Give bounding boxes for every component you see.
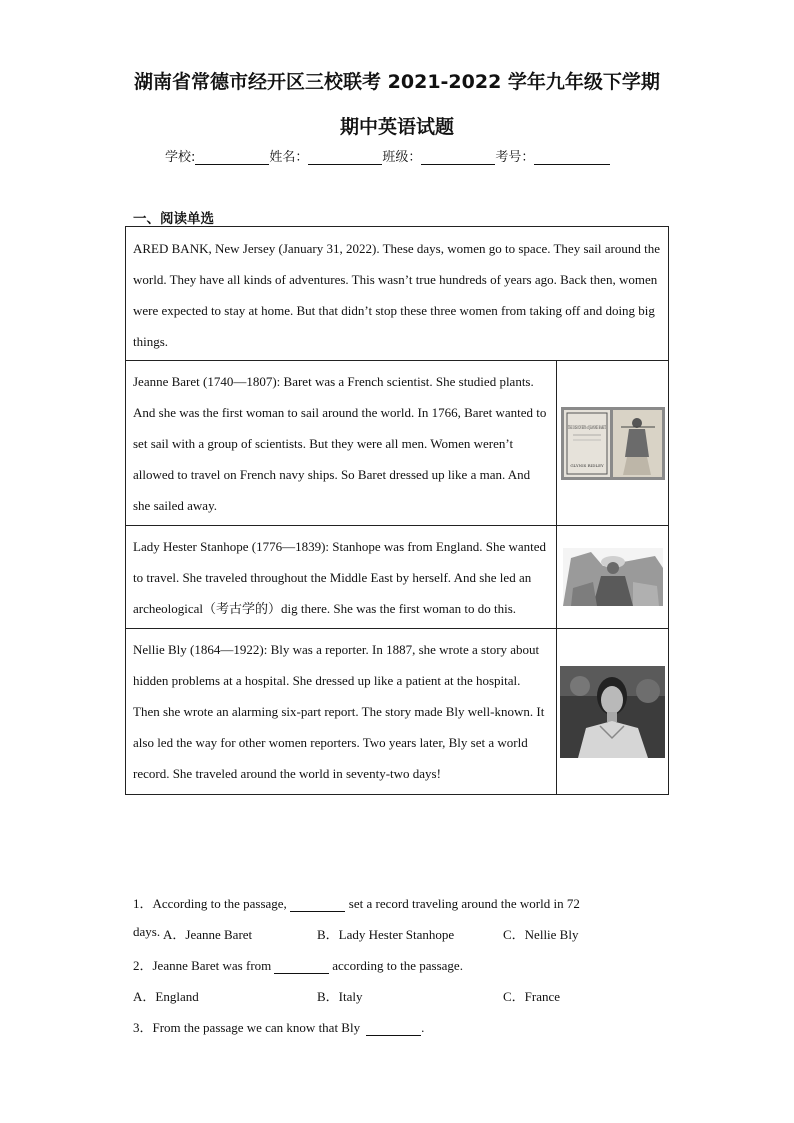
name-blank[interactable] bbox=[308, 151, 382, 165]
q1-option-c[interactable]: C．Nellie Bly bbox=[503, 927, 579, 942]
q2-stem-before: 2．Jeanne Baret was from bbox=[133, 958, 272, 973]
bly-image-cell bbox=[557, 629, 669, 795]
stanhope-text: Lady Hester Stanhope (1776—1839): Stanhope was from England. She wanted to travel. She traveled throughout the Middle East by herself. And she led an archeological（考古学的）dig there. She was the first woman to do this. bbox=[126, 526, 557, 629]
school-blank[interactable] bbox=[195, 151, 269, 165]
class-label: 班级： bbox=[382, 150, 422, 165]
baret-text: Jeanne Baret (1740—1807): Baret was a French scientist. She studied plants. And she was the first woman to sail around the world. In 1766, Baret wanted to set sail with a group of scientists. But they were all men. Women weren’t allowed to travel on French navy ships. So Baret dressed up like a man. And she sailed away. bbox=[126, 361, 557, 526]
q2-option-a[interactable]: A．England bbox=[133, 989, 199, 1004]
q3-stem-before: 3．From the passage we can know that Bly bbox=[133, 1020, 361, 1035]
student-info-row bbox=[165, 146, 610, 165]
q1-blank[interactable] bbox=[290, 899, 345, 912]
q2-stem-after: according to the passage. bbox=[332, 958, 463, 973]
passage-intro: ARED BANK, New Jersey (January 31, 2022). These days, women go to space. They sail around the world. They have all kinds of adventures. This wasn’t true hundreds of years ago. Back then, women were expected to stay at home. But that didn’t stop these three women from taking off and doing big things. bbox=[126, 227, 669, 361]
question-2 bbox=[133, 955, 463, 974]
passage-row-bly bbox=[126, 629, 669, 795]
stanhope-image-cell bbox=[557, 526, 669, 629]
question-1 bbox=[133, 893, 580, 912]
baret-book-author: GLYNIS RIDLEY bbox=[569, 462, 604, 468]
q2-option-b[interactable]: B．Italy bbox=[317, 989, 363, 1004]
page-title-line1: 湖南省常德市经开区三校联考 2021-2022 学年九年级下学期 bbox=[134, 71, 660, 93]
q1-option-b[interactable]: B．Lady Hester Stanhope bbox=[317, 927, 455, 942]
passage-row-baret bbox=[126, 361, 669, 526]
passage-intro-row bbox=[126, 227, 669, 361]
q1-option-a[interactable]: A．Jeanne Baret bbox=[163, 927, 253, 942]
stanhope-portrait-image bbox=[563, 548, 663, 606]
q1-stem-before: 1．According to the passage, bbox=[133, 896, 287, 911]
name-label: 姓名： bbox=[269, 150, 309, 165]
exam-no-blank[interactable] bbox=[534, 151, 610, 165]
passage-table bbox=[125, 226, 669, 795]
passage-row-stanhope bbox=[126, 526, 669, 629]
q2-option-c[interactable]: C．France bbox=[503, 989, 561, 1004]
baret-image-cell bbox=[557, 361, 669, 526]
q1-stem-after: set a record traveling around the world in 72 bbox=[348, 896, 580, 911]
q3-stem-after: . bbox=[421, 1020, 425, 1035]
q1-stem-line2: days. bbox=[133, 924, 161, 939]
q3-blank[interactable] bbox=[366, 1023, 421, 1036]
question-3 bbox=[133, 1017, 424, 1036]
baret-book-image bbox=[561, 407, 665, 480]
school-label: 学校: bbox=[165, 150, 196, 165]
bly-photo-image bbox=[560, 666, 665, 758]
class-blank[interactable] bbox=[421, 151, 495, 165]
bly-text: Nellie Bly (1864—1922): Bly was a reporter. In 1887, she wrote a story about hidden problems at a hospital. She dressed up like a patient at the hospital. Then she wrote an alarming six-part report. The story made Bly well-known. It also led the way for other women reporters. Two years later, Bly set a world record. She traveled around the world in seventy-two days! bbox=[126, 629, 557, 795]
exam-no-label: 考号： bbox=[495, 150, 535, 165]
baret-book-title: THE DISCOVERY of JEANNE BARET bbox=[567, 424, 606, 431]
page-title-line2: 期中英语试题 bbox=[339, 116, 454, 138]
section-title: 一、阅读单选 bbox=[133, 211, 214, 227]
q2-blank[interactable] bbox=[274, 961, 329, 974]
